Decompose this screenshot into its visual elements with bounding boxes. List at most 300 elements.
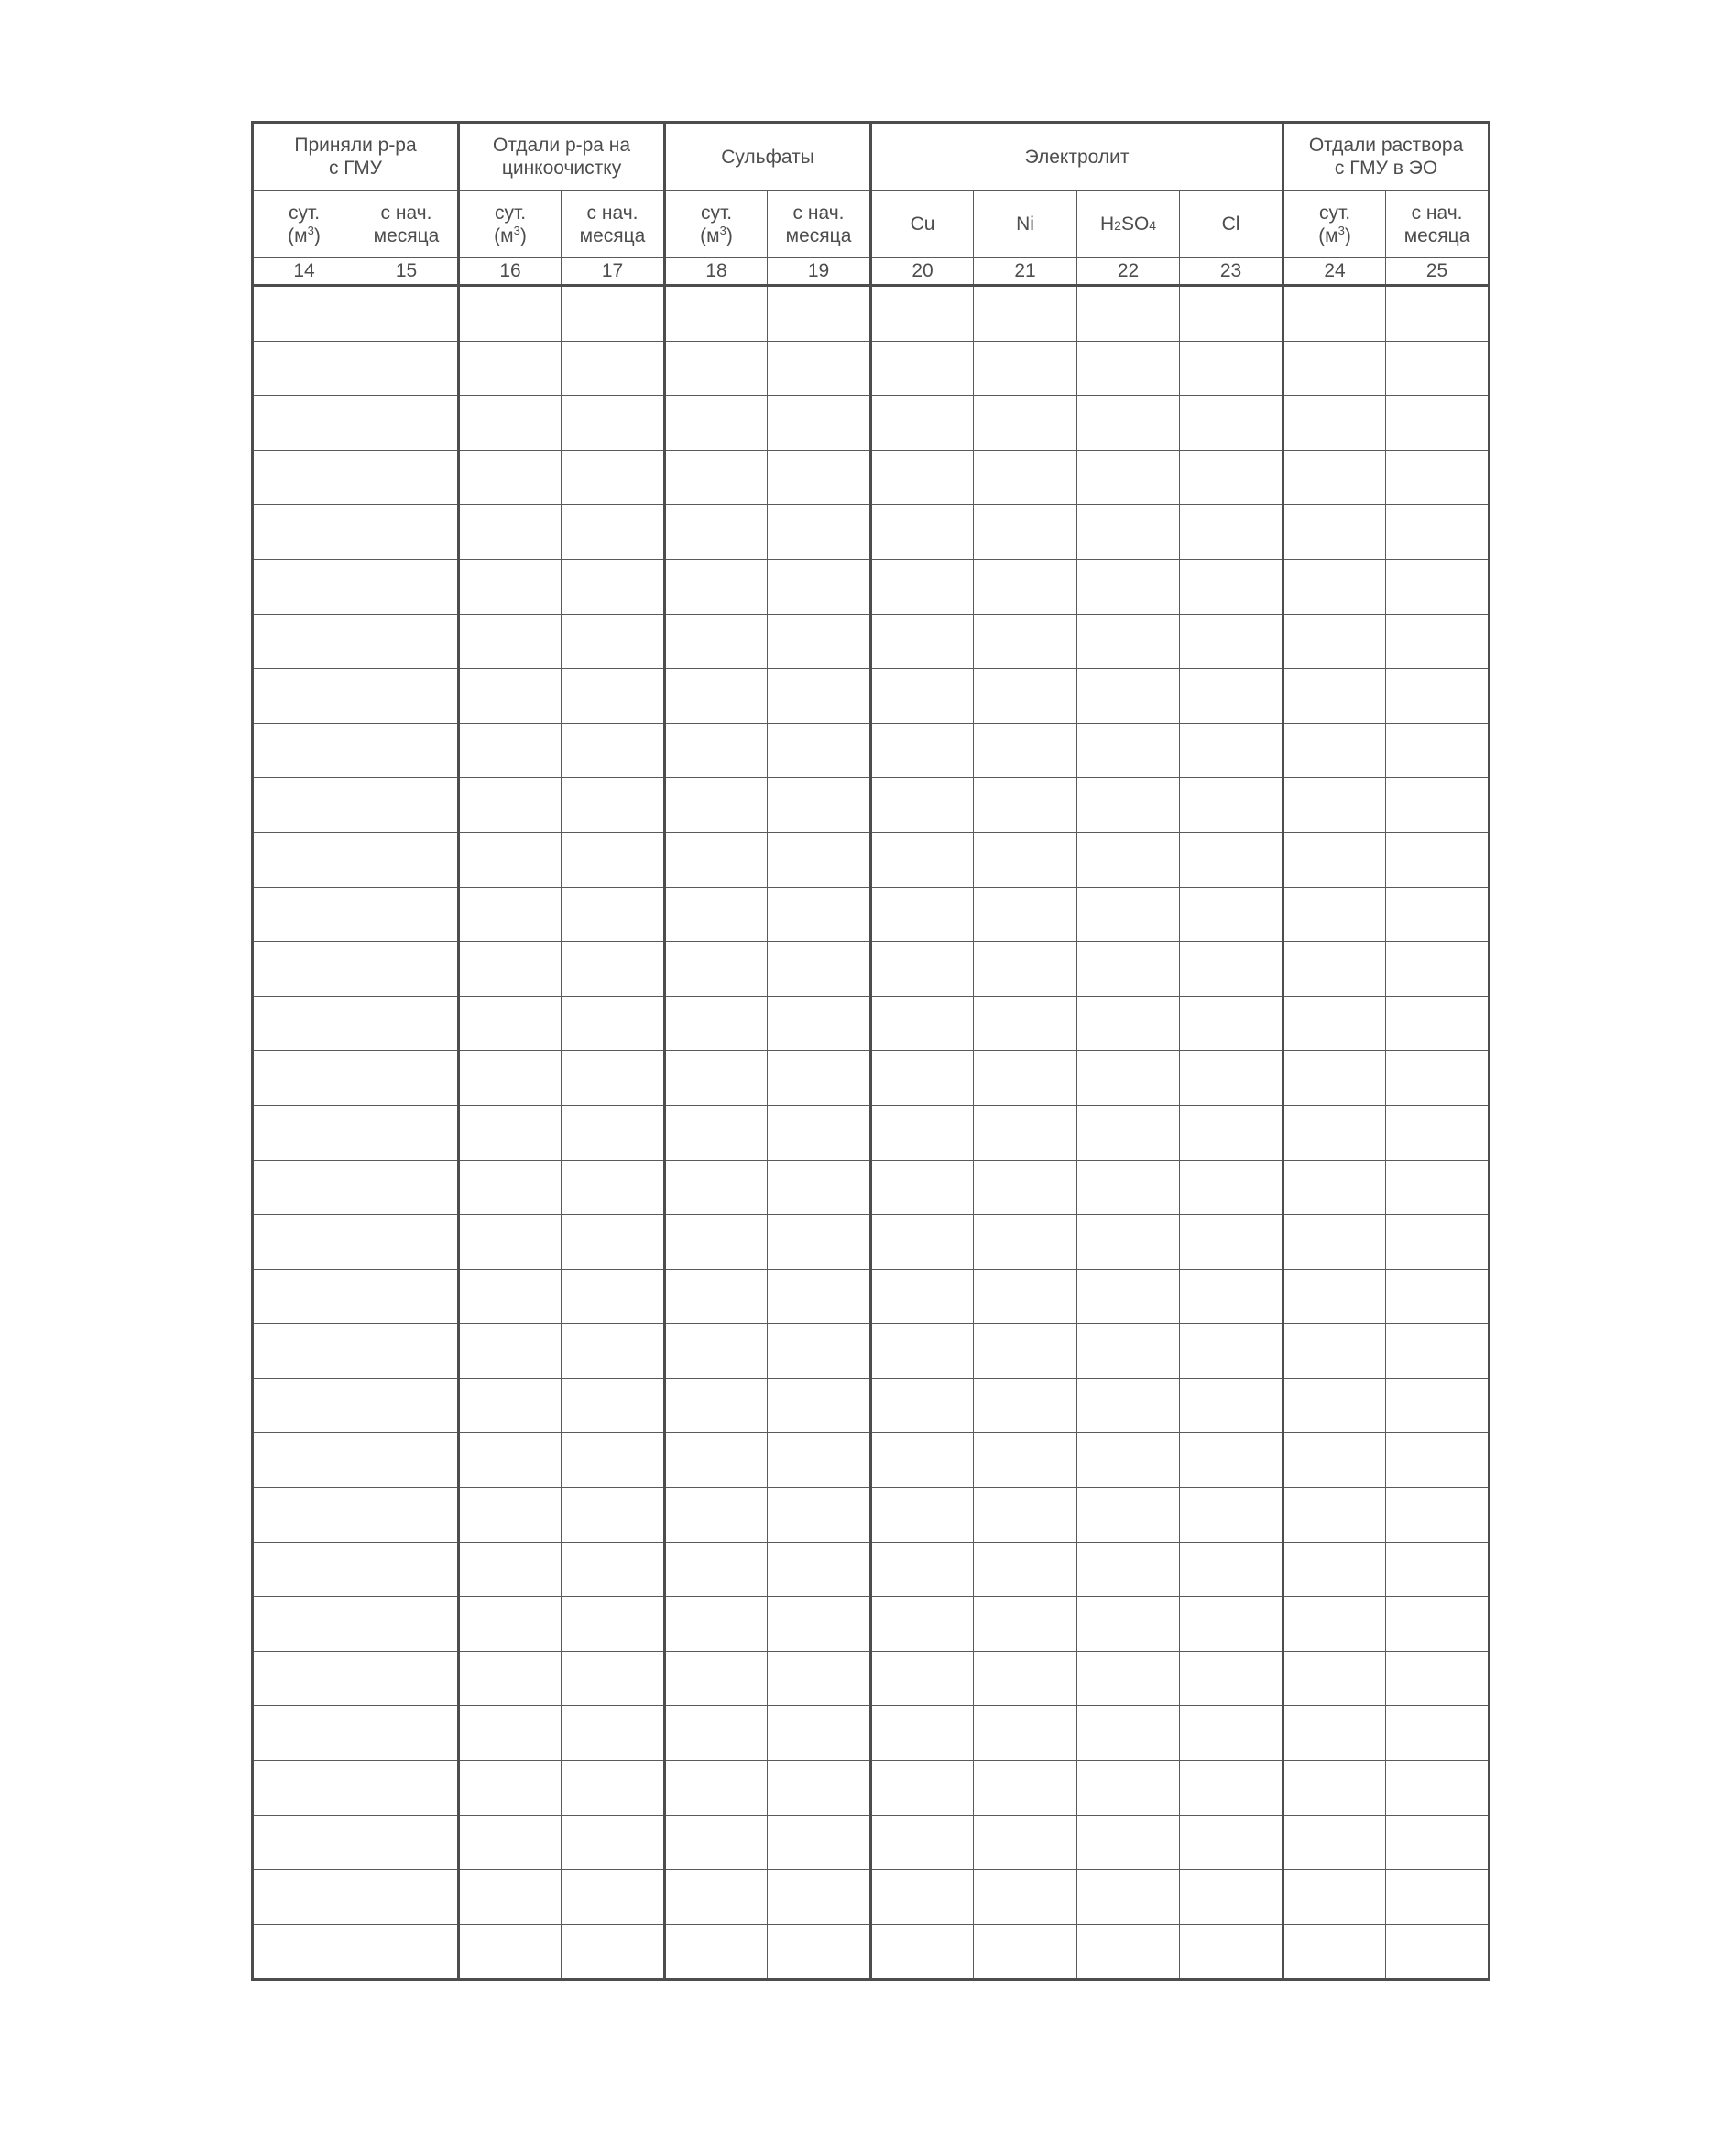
table-cell[interactable] bbox=[459, 1433, 562, 1488]
table-cell[interactable] bbox=[562, 505, 665, 560]
table-cell[interactable] bbox=[1283, 286, 1386, 342]
table-cell[interactable] bbox=[253, 1815, 355, 1870]
table-cell[interactable] bbox=[1283, 505, 1386, 560]
table-cell[interactable] bbox=[1180, 559, 1283, 614]
table-cell[interactable] bbox=[1180, 1924, 1283, 1980]
table-cell[interactable] bbox=[459, 1761, 562, 1816]
table-cell[interactable] bbox=[1283, 1706, 1386, 1761]
table-cell[interactable] bbox=[974, 1761, 1077, 1816]
table-cell[interactable] bbox=[1180, 286, 1283, 342]
table-cell[interactable] bbox=[768, 1324, 871, 1379]
table-cell[interactable] bbox=[871, 396, 974, 451]
table-cell[interactable] bbox=[1077, 505, 1180, 560]
table-cell[interactable] bbox=[355, 1051, 459, 1106]
table-cell[interactable] bbox=[1283, 996, 1386, 1051]
table-cell[interactable] bbox=[871, 996, 974, 1051]
table-cell[interactable] bbox=[355, 1324, 459, 1379]
table-cell[interactable] bbox=[1077, 1269, 1180, 1324]
table-cell[interactable] bbox=[459, 1378, 562, 1433]
table-cell[interactable] bbox=[1180, 1488, 1283, 1543]
table-cell[interactable] bbox=[1283, 1924, 1386, 1980]
table-cell[interactable] bbox=[665, 1051, 768, 1106]
table-cell[interactable] bbox=[768, 1706, 871, 1761]
table-cell[interactable] bbox=[665, 669, 768, 724]
table-cell[interactable] bbox=[459, 1651, 562, 1706]
table-cell[interactable] bbox=[665, 614, 768, 669]
table-cell[interactable] bbox=[562, 942, 665, 997]
table-cell[interactable] bbox=[665, 887, 768, 942]
table-cell[interactable] bbox=[665, 1269, 768, 1324]
table-cell[interactable] bbox=[1180, 723, 1283, 778]
table-cell[interactable] bbox=[665, 286, 768, 342]
table-cell[interactable] bbox=[253, 286, 355, 342]
table-cell[interactable] bbox=[253, 1542, 355, 1597]
table-cell[interactable] bbox=[253, 669, 355, 724]
table-cell[interactable] bbox=[355, 1542, 459, 1597]
table-cell[interactable] bbox=[1180, 1269, 1283, 1324]
table-cell[interactable] bbox=[253, 887, 355, 942]
table-cell[interactable] bbox=[1077, 1761, 1180, 1816]
table-cell[interactable] bbox=[355, 669, 459, 724]
table-cell[interactable] bbox=[355, 723, 459, 778]
table-cell[interactable] bbox=[459, 450, 562, 505]
table-cell[interactable] bbox=[562, 1269, 665, 1324]
table-cell[interactable] bbox=[974, 505, 1077, 560]
table-cell[interactable] bbox=[1386, 1160, 1490, 1215]
table-cell[interactable] bbox=[768, 1488, 871, 1543]
table-cell[interactable] bbox=[1283, 450, 1386, 505]
table-cell[interactable] bbox=[871, 1433, 974, 1488]
table-cell[interactable] bbox=[1180, 1542, 1283, 1597]
table-cell[interactable] bbox=[459, 1215, 562, 1270]
table-cell[interactable] bbox=[665, 942, 768, 997]
table-cell[interactable] bbox=[768, 1215, 871, 1270]
table-cell[interactable] bbox=[768, 1269, 871, 1324]
table-cell[interactable] bbox=[253, 505, 355, 560]
table-cell[interactable] bbox=[1283, 614, 1386, 669]
table-cell[interactable] bbox=[459, 1324, 562, 1379]
table-cell[interactable] bbox=[1283, 723, 1386, 778]
table-cell[interactable] bbox=[768, 614, 871, 669]
table-cell[interactable] bbox=[253, 1924, 355, 1980]
table-cell[interactable] bbox=[1077, 1324, 1180, 1379]
table-cell[interactable] bbox=[459, 1542, 562, 1597]
table-cell[interactable] bbox=[1180, 1324, 1283, 1379]
table-cell[interactable] bbox=[1386, 1761, 1490, 1816]
table-cell[interactable] bbox=[871, 669, 974, 724]
table-cell[interactable] bbox=[871, 1651, 974, 1706]
table-cell[interactable] bbox=[974, 1815, 1077, 1870]
table-cell[interactable] bbox=[1386, 559, 1490, 614]
table-cell[interactable] bbox=[1386, 1378, 1490, 1433]
table-cell[interactable] bbox=[253, 1433, 355, 1488]
table-cell[interactable] bbox=[768, 996, 871, 1051]
table-cell[interactable] bbox=[1180, 1761, 1283, 1816]
table-cell[interactable] bbox=[1283, 1488, 1386, 1543]
table-cell[interactable] bbox=[974, 1651, 1077, 1706]
table-cell[interactable] bbox=[665, 450, 768, 505]
table-cell[interactable] bbox=[768, 942, 871, 997]
table-cell[interactable] bbox=[871, 1488, 974, 1543]
table-cell[interactable] bbox=[871, 1815, 974, 1870]
table-cell[interactable] bbox=[768, 341, 871, 396]
table-cell[interactable] bbox=[1283, 1105, 1386, 1160]
table-cell[interactable] bbox=[1386, 1706, 1490, 1761]
table-cell[interactable] bbox=[1283, 1542, 1386, 1597]
table-cell[interactable] bbox=[1283, 341, 1386, 396]
table-cell[interactable] bbox=[1283, 1870, 1386, 1925]
table-cell[interactable] bbox=[1283, 887, 1386, 942]
table-cell[interactable] bbox=[253, 832, 355, 887]
table-cell[interactable] bbox=[253, 1378, 355, 1433]
table-cell[interactable] bbox=[665, 1597, 768, 1652]
table-cell[interactable] bbox=[562, 1160, 665, 1215]
table-cell[interactable] bbox=[1077, 832, 1180, 887]
table-cell[interactable] bbox=[459, 1160, 562, 1215]
table-cell[interactable] bbox=[459, 669, 562, 724]
table-cell[interactable] bbox=[1386, 832, 1490, 887]
table-cell[interactable] bbox=[974, 1105, 1077, 1160]
table-cell[interactable] bbox=[871, 1051, 974, 1106]
table-cell[interactable] bbox=[1283, 669, 1386, 724]
table-cell[interactable] bbox=[768, 887, 871, 942]
table-cell[interactable] bbox=[1386, 1215, 1490, 1270]
table-cell[interactable] bbox=[459, 505, 562, 560]
table-cell[interactable] bbox=[253, 396, 355, 451]
table-cell[interactable] bbox=[459, 286, 562, 342]
table-cell[interactable] bbox=[1283, 778, 1386, 833]
table-cell[interactable] bbox=[459, 1051, 562, 1106]
table-cell[interactable] bbox=[1386, 286, 1490, 342]
table-cell[interactable] bbox=[871, 1542, 974, 1597]
table-cell[interactable] bbox=[974, 1215, 1077, 1270]
table-cell[interactable] bbox=[768, 396, 871, 451]
table-cell[interactable] bbox=[974, 832, 1077, 887]
table-cell[interactable] bbox=[871, 1215, 974, 1270]
table-cell[interactable] bbox=[1180, 942, 1283, 997]
table-cell[interactable] bbox=[253, 1706, 355, 1761]
table-cell[interactable] bbox=[1386, 341, 1490, 396]
table-cell[interactable] bbox=[1077, 996, 1180, 1051]
table-cell[interactable] bbox=[768, 1870, 871, 1925]
table-cell[interactable] bbox=[1386, 614, 1490, 669]
table-cell[interactable] bbox=[562, 1215, 665, 1270]
table-cell[interactable] bbox=[355, 505, 459, 560]
table-cell[interactable] bbox=[1283, 1761, 1386, 1816]
table-cell[interactable] bbox=[871, 1597, 974, 1652]
table-cell[interactable] bbox=[974, 1051, 1077, 1106]
table-cell[interactable] bbox=[974, 1488, 1077, 1543]
table-cell[interactable] bbox=[1180, 341, 1283, 396]
table-cell[interactable] bbox=[1180, 614, 1283, 669]
table-cell[interactable] bbox=[1077, 1051, 1180, 1106]
table-cell[interactable] bbox=[1077, 1815, 1180, 1870]
table-cell[interactable] bbox=[1283, 1597, 1386, 1652]
table-cell[interactable] bbox=[355, 1870, 459, 1925]
table-cell[interactable] bbox=[871, 614, 974, 669]
table-cell[interactable] bbox=[1077, 450, 1180, 505]
table-cell[interactable] bbox=[1386, 1488, 1490, 1543]
table-cell[interactable] bbox=[459, 1597, 562, 1652]
table-cell[interactable] bbox=[1077, 1924, 1180, 1980]
table-cell[interactable] bbox=[974, 1542, 1077, 1597]
table-cell[interactable] bbox=[562, 1597, 665, 1652]
table-cell[interactable] bbox=[562, 396, 665, 451]
table-cell[interactable] bbox=[253, 996, 355, 1051]
table-cell[interactable] bbox=[1283, 396, 1386, 451]
table-cell[interactable] bbox=[562, 887, 665, 942]
table-cell[interactable] bbox=[1180, 996, 1283, 1051]
table-cell[interactable] bbox=[1386, 723, 1490, 778]
table-cell[interactable] bbox=[355, 1488, 459, 1543]
table-cell[interactable] bbox=[355, 341, 459, 396]
table-cell[interactable] bbox=[665, 832, 768, 887]
table-cell[interactable] bbox=[871, 887, 974, 942]
table-cell[interactable] bbox=[1283, 942, 1386, 997]
table-cell[interactable] bbox=[355, 559, 459, 614]
table-cell[interactable] bbox=[355, 1378, 459, 1433]
table-cell[interactable] bbox=[768, 1542, 871, 1597]
table-cell[interactable] bbox=[1386, 1051, 1490, 1106]
table-cell[interactable] bbox=[355, 1651, 459, 1706]
table-cell[interactable] bbox=[974, 614, 1077, 669]
table-cell[interactable] bbox=[1283, 1051, 1386, 1106]
table-cell[interactable] bbox=[871, 778, 974, 833]
table-cell[interactable] bbox=[665, 1542, 768, 1597]
table-cell[interactable] bbox=[665, 778, 768, 833]
table-cell[interactable] bbox=[974, 396, 1077, 451]
table-cell[interactable] bbox=[355, 286, 459, 342]
table-cell[interactable] bbox=[1386, 942, 1490, 997]
table-cell[interactable] bbox=[974, 887, 1077, 942]
table-cell[interactable] bbox=[562, 1924, 665, 1980]
table-cell[interactable] bbox=[1283, 832, 1386, 887]
table-cell[interactable] bbox=[665, 1378, 768, 1433]
table-cell[interactable] bbox=[871, 1269, 974, 1324]
table-cell[interactable] bbox=[459, 1269, 562, 1324]
table-cell[interactable] bbox=[768, 1051, 871, 1106]
table-cell[interactable] bbox=[768, 1761, 871, 1816]
table-cell[interactable] bbox=[355, 832, 459, 887]
table-cell[interactable] bbox=[974, 1706, 1077, 1761]
table-cell[interactable] bbox=[355, 1105, 459, 1160]
table-cell[interactable] bbox=[1386, 450, 1490, 505]
table-cell[interactable] bbox=[1077, 887, 1180, 942]
table-cell[interactable] bbox=[1180, 396, 1283, 451]
table-cell[interactable] bbox=[355, 1433, 459, 1488]
table-cell[interactable] bbox=[665, 1651, 768, 1706]
table-cell[interactable] bbox=[871, 1706, 974, 1761]
table-cell[interactable] bbox=[1180, 1870, 1283, 1925]
table-cell[interactable] bbox=[253, 1651, 355, 1706]
table-cell[interactable] bbox=[974, 669, 1077, 724]
table-cell[interactable] bbox=[355, 450, 459, 505]
table-cell[interactable] bbox=[1386, 1924, 1490, 1980]
table-cell[interactable] bbox=[768, 505, 871, 560]
table-cell[interactable] bbox=[459, 1815, 562, 1870]
table-cell[interactable] bbox=[1180, 1160, 1283, 1215]
table-cell[interactable] bbox=[665, 1706, 768, 1761]
table-cell[interactable] bbox=[974, 450, 1077, 505]
table-cell[interactable] bbox=[1180, 1051, 1283, 1106]
table-cell[interactable] bbox=[1077, 1105, 1180, 1160]
table-cell[interactable] bbox=[253, 1105, 355, 1160]
table-cell[interactable] bbox=[1077, 1706, 1180, 1761]
table-cell[interactable] bbox=[768, 669, 871, 724]
table-cell[interactable] bbox=[253, 559, 355, 614]
table-cell[interactable] bbox=[871, 286, 974, 342]
table-cell[interactable] bbox=[871, 832, 974, 887]
table-cell[interactable] bbox=[665, 396, 768, 451]
table-cell[interactable] bbox=[665, 1488, 768, 1543]
table-cell[interactable] bbox=[355, 1815, 459, 1870]
table-cell[interactable] bbox=[1180, 1215, 1283, 1270]
table-cell[interactable] bbox=[1180, 1651, 1283, 1706]
table-cell[interactable] bbox=[665, 1761, 768, 1816]
table-cell[interactable] bbox=[665, 1324, 768, 1379]
table-cell[interactable] bbox=[768, 778, 871, 833]
table-cell[interactable] bbox=[768, 1160, 871, 1215]
table-cell[interactable] bbox=[665, 1215, 768, 1270]
table-cell[interactable] bbox=[1077, 614, 1180, 669]
table-cell[interactable] bbox=[974, 341, 1077, 396]
table-cell[interactable] bbox=[665, 723, 768, 778]
table-cell[interactable] bbox=[974, 1269, 1077, 1324]
table-cell[interactable] bbox=[974, 286, 1077, 342]
table-cell[interactable] bbox=[459, 832, 562, 887]
table-cell[interactable] bbox=[562, 1542, 665, 1597]
table-cell[interactable] bbox=[1180, 1815, 1283, 1870]
table-cell[interactable] bbox=[1077, 1651, 1180, 1706]
table-cell[interactable] bbox=[1283, 1433, 1386, 1488]
table-cell[interactable] bbox=[459, 559, 562, 614]
table-cell[interactable] bbox=[355, 1706, 459, 1761]
table-cell[interactable] bbox=[1386, 669, 1490, 724]
table-cell[interactable] bbox=[871, 505, 974, 560]
table-cell[interactable] bbox=[768, 1924, 871, 1980]
table-cell[interactable] bbox=[665, 1815, 768, 1870]
table-cell[interactable] bbox=[1283, 1651, 1386, 1706]
table-cell[interactable] bbox=[1077, 723, 1180, 778]
table-cell[interactable] bbox=[768, 286, 871, 342]
table-cell[interactable] bbox=[459, 1488, 562, 1543]
table-cell[interactable] bbox=[253, 614, 355, 669]
table-cell[interactable] bbox=[459, 1706, 562, 1761]
table-cell[interactable] bbox=[1180, 887, 1283, 942]
table-cell[interactable] bbox=[562, 1651, 665, 1706]
table-cell[interactable] bbox=[253, 1269, 355, 1324]
table-cell[interactable] bbox=[1077, 559, 1180, 614]
table-cell[interactable] bbox=[562, 450, 665, 505]
table-cell[interactable] bbox=[253, 1488, 355, 1543]
table-cell[interactable] bbox=[355, 396, 459, 451]
table-cell[interactable] bbox=[1077, 1433, 1180, 1488]
table-cell[interactable] bbox=[253, 341, 355, 396]
table-cell[interactable] bbox=[1283, 559, 1386, 614]
table-cell[interactable] bbox=[1077, 1160, 1180, 1215]
table-cell[interactable] bbox=[459, 1924, 562, 1980]
table-cell[interactable] bbox=[562, 1433, 665, 1488]
table-cell[interactable] bbox=[562, 1870, 665, 1925]
table-cell[interactable] bbox=[1386, 1651, 1490, 1706]
table-cell[interactable] bbox=[459, 996, 562, 1051]
table-cell[interactable] bbox=[562, 1761, 665, 1816]
table-cell[interactable] bbox=[1077, 942, 1180, 997]
table-cell[interactable] bbox=[1283, 1378, 1386, 1433]
table-cell[interactable] bbox=[871, 559, 974, 614]
table-cell[interactable] bbox=[1386, 1269, 1490, 1324]
table-cell[interactable] bbox=[1180, 832, 1283, 887]
table-cell[interactable] bbox=[355, 942, 459, 997]
table-cell[interactable] bbox=[768, 1433, 871, 1488]
table-cell[interactable] bbox=[355, 614, 459, 669]
table-cell[interactable] bbox=[974, 723, 1077, 778]
table-cell[interactable] bbox=[871, 1924, 974, 1980]
table-cell[interactable] bbox=[665, 1433, 768, 1488]
table-cell[interactable] bbox=[974, 942, 1077, 997]
table-cell[interactable] bbox=[974, 1870, 1077, 1925]
table-cell[interactable] bbox=[665, 559, 768, 614]
table-cell[interactable] bbox=[665, 996, 768, 1051]
table-cell[interactable] bbox=[1180, 1706, 1283, 1761]
table-cell[interactable] bbox=[1386, 1870, 1490, 1925]
table-cell[interactable] bbox=[253, 942, 355, 997]
table-cell[interactable] bbox=[974, 1324, 1077, 1379]
table-cell[interactable] bbox=[871, 450, 974, 505]
table-cell[interactable] bbox=[768, 1651, 871, 1706]
table-cell[interactable] bbox=[1077, 341, 1180, 396]
table-cell[interactable] bbox=[355, 996, 459, 1051]
table-cell[interactable] bbox=[768, 1597, 871, 1652]
table-cell[interactable] bbox=[562, 559, 665, 614]
table-cell[interactable] bbox=[665, 1105, 768, 1160]
table-cell[interactable] bbox=[871, 1324, 974, 1379]
table-cell[interactable] bbox=[1077, 286, 1180, 342]
table-cell[interactable] bbox=[562, 1051, 665, 1106]
table-cell[interactable] bbox=[974, 1378, 1077, 1433]
table-cell[interactable] bbox=[562, 723, 665, 778]
table-cell[interactable] bbox=[562, 614, 665, 669]
table-cell[interactable] bbox=[871, 723, 974, 778]
table-cell[interactable] bbox=[1077, 396, 1180, 451]
table-cell[interactable] bbox=[562, 341, 665, 396]
table-cell[interactable] bbox=[1180, 778, 1283, 833]
table-cell[interactable] bbox=[355, 887, 459, 942]
table-cell[interactable] bbox=[1283, 1324, 1386, 1379]
table-cell[interactable] bbox=[1180, 1433, 1283, 1488]
table-cell[interactable] bbox=[459, 341, 562, 396]
table-cell[interactable] bbox=[1386, 778, 1490, 833]
table-cell[interactable] bbox=[974, 996, 1077, 1051]
table-cell[interactable] bbox=[1386, 996, 1490, 1051]
table-cell[interactable] bbox=[665, 1160, 768, 1215]
table-cell[interactable] bbox=[253, 1160, 355, 1215]
table-cell[interactable] bbox=[665, 341, 768, 396]
table-cell[interactable] bbox=[355, 1924, 459, 1980]
table-cell[interactable] bbox=[459, 887, 562, 942]
table-cell[interactable] bbox=[1386, 1433, 1490, 1488]
table-cell[interactable] bbox=[1386, 1324, 1490, 1379]
table-cell[interactable] bbox=[253, 723, 355, 778]
table-cell[interactable] bbox=[1283, 1815, 1386, 1870]
table-cell[interactable] bbox=[871, 1105, 974, 1160]
table-cell[interactable] bbox=[1386, 1542, 1490, 1597]
table-cell[interactable] bbox=[1077, 1542, 1180, 1597]
table-cell[interactable] bbox=[768, 832, 871, 887]
table-cell[interactable] bbox=[871, 1761, 974, 1816]
table-cell[interactable] bbox=[253, 1324, 355, 1379]
table-cell[interactable] bbox=[1180, 669, 1283, 724]
